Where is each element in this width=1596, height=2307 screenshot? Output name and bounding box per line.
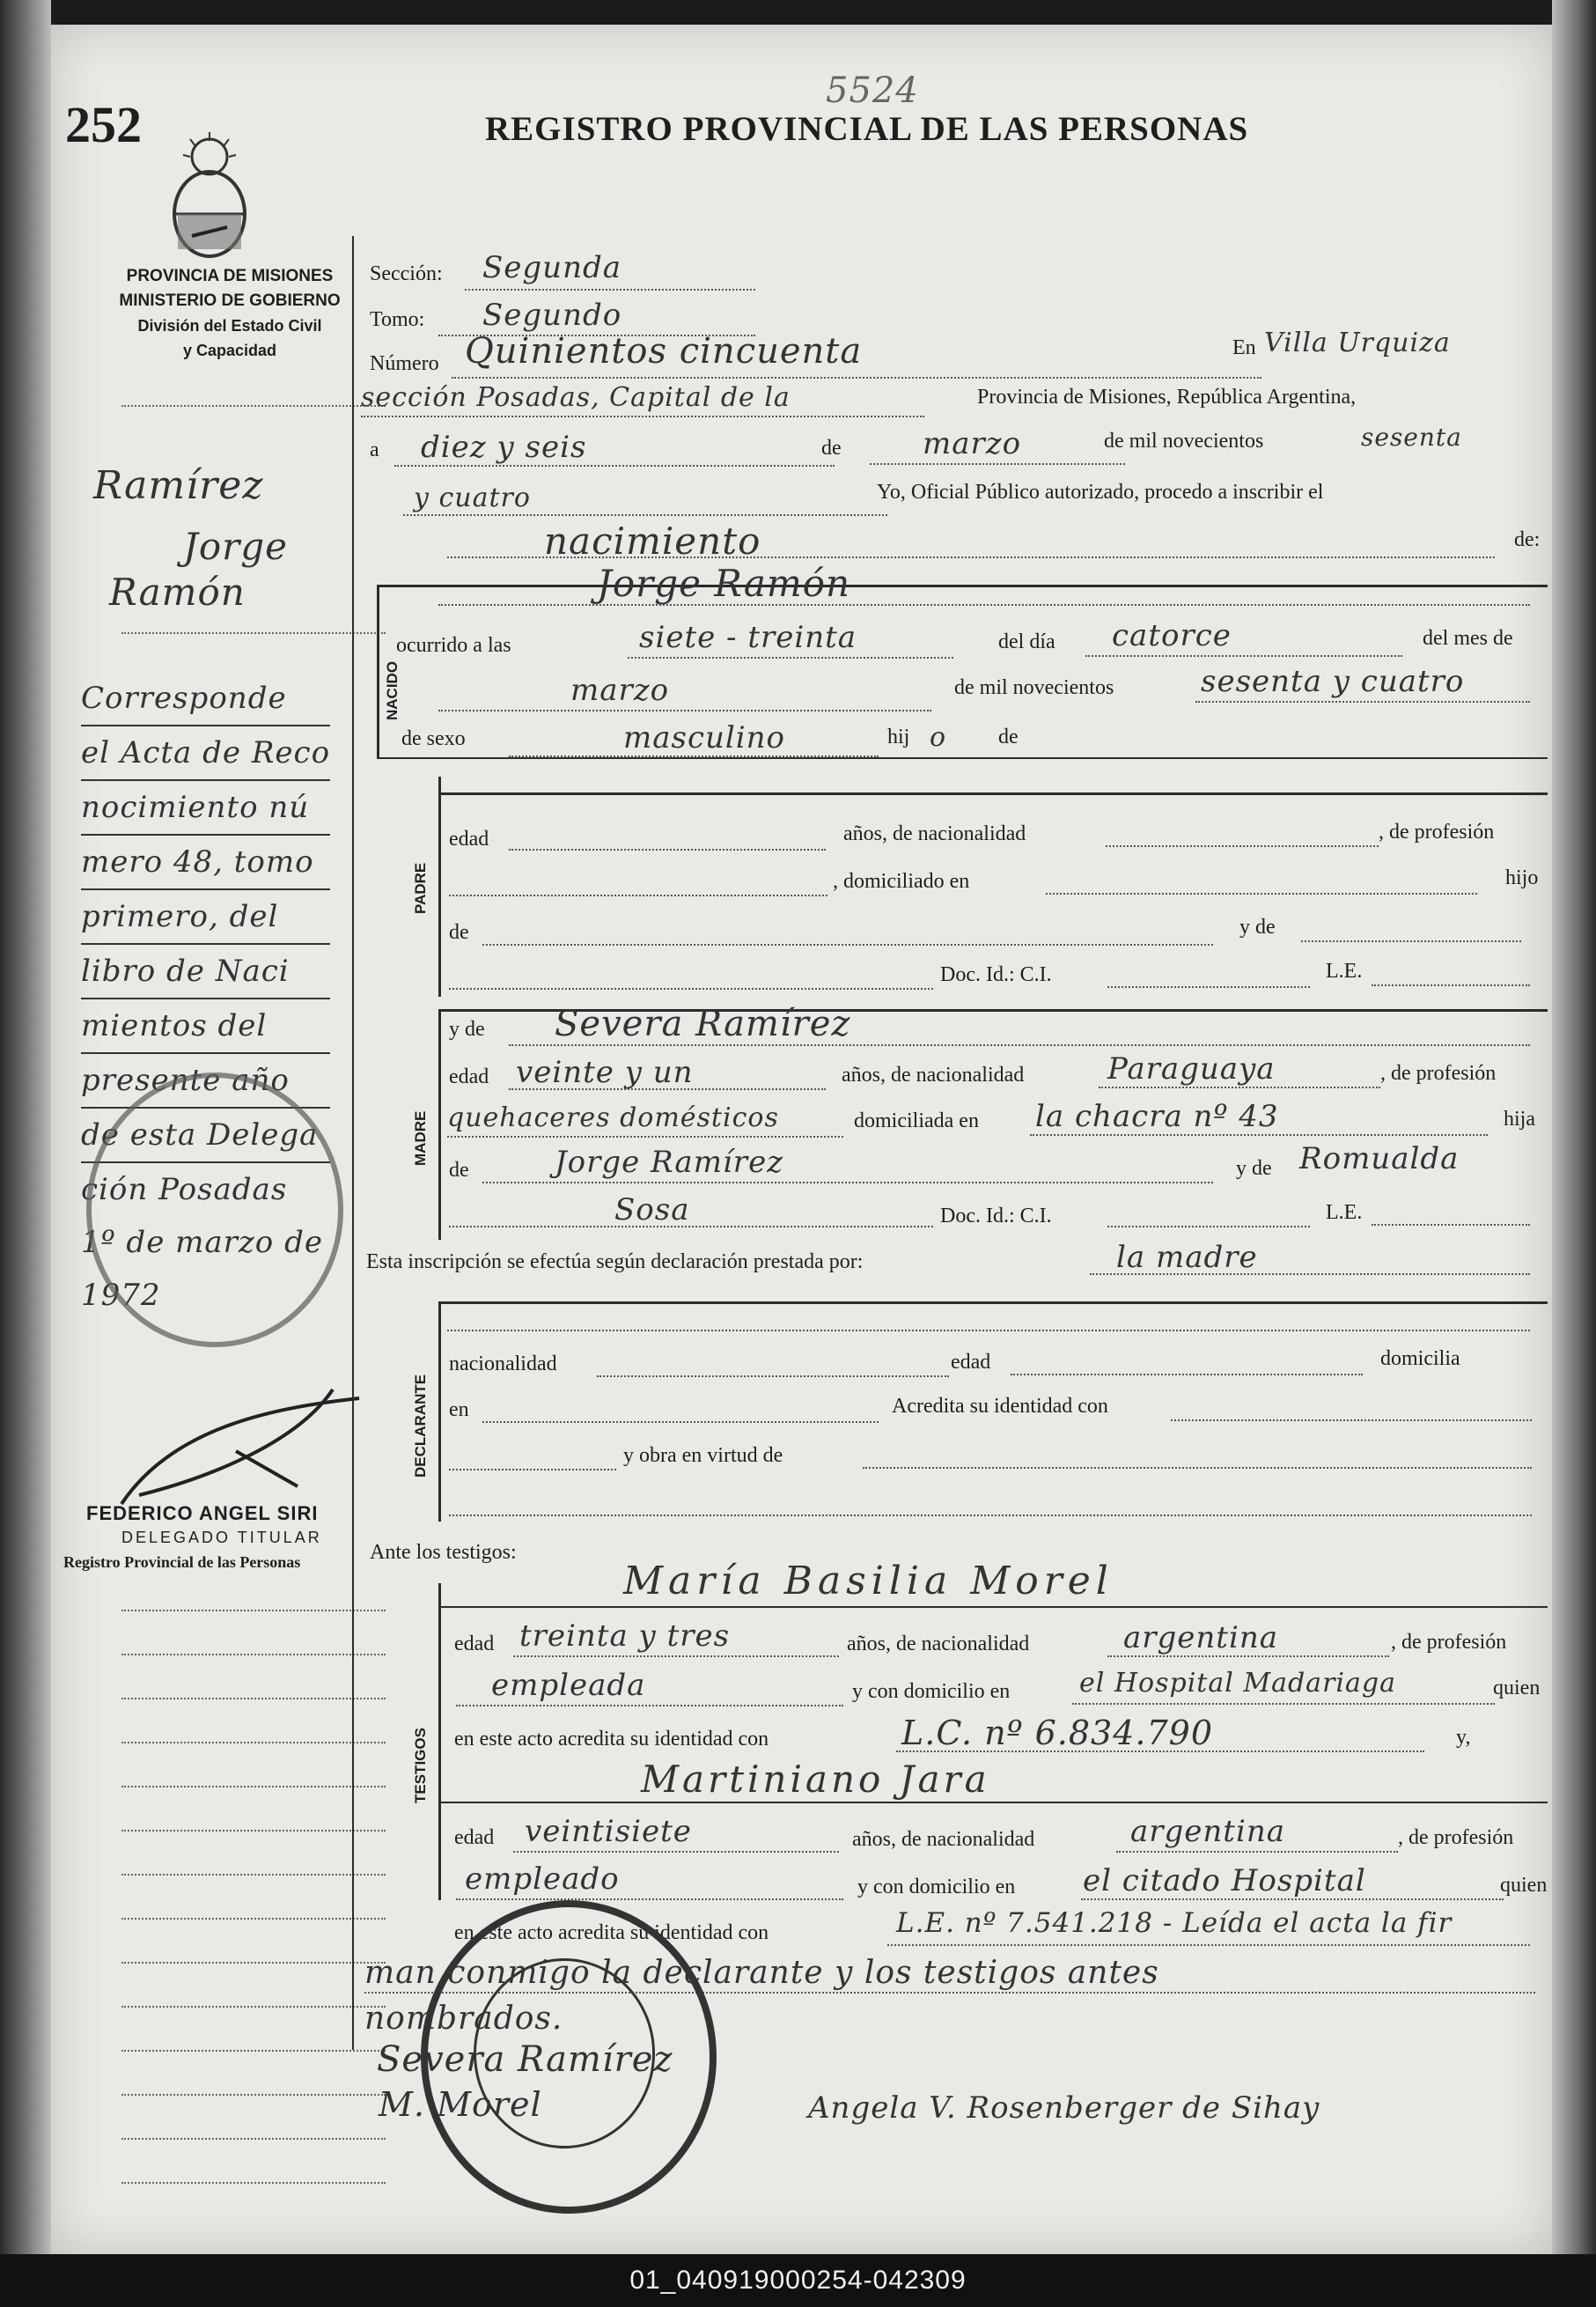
seccion-value: Segunda — [482, 250, 622, 285]
dotted-line — [597, 1375, 949, 1377]
numero-value: Quinientos cincuenta — [465, 331, 863, 372]
padre-domiciliado-label: , domiciliado en — [833, 870, 970, 893]
padre-le-label: L.E. — [1326, 960, 1363, 983]
madre-hija-label: hija — [1504, 1108, 1535, 1131]
signature-testigo: M. Morel — [379, 2085, 542, 2124]
margin-note-line: mero 48, tomo — [81, 836, 330, 890]
padre-profesion-label: , de profesión — [1379, 821, 1495, 844]
t1-acredita-label: en este acto acredita su identidad con — [454, 1728, 769, 1751]
dotted-line — [482, 1182, 1213, 1183]
dotted-line — [1099, 1087, 1380, 1088]
dotted-line — [456, 1898, 843, 1900]
dotted-line — [1107, 1655, 1389, 1657]
margin-dots — [121, 2006, 386, 2008]
madre-madre-value2: Sosa — [614, 1192, 690, 1227]
nacido-section-label: NACIDO — [384, 660, 401, 720]
dotted-line — [449, 1469, 616, 1470]
declarante-en-label: en — [449, 1398, 469, 1421]
declarante-nacionalidad-label: nacionalidad — [449, 1353, 557, 1375]
dotted-line — [1081, 1898, 1504, 1900]
round-stamp-left — [86, 1072, 343, 1347]
office-line1: PROVINCIA DE MISIONES — [126, 267, 334, 285]
dotted-line — [449, 988, 933, 990]
day-value: diez y seis — [421, 430, 587, 465]
dotted-line — [513, 1851, 839, 1853]
signatory-title: DELEGADO TITULAR — [121, 1529, 322, 1546]
margin-note-line: 1972 — [81, 1278, 161, 1313]
hijo-value: o — [930, 722, 947, 753]
dotted-line — [1090, 1273, 1530, 1275]
t2-quien-label: quien — [1500, 1874, 1548, 1897]
madre-de-label: de — [449, 1159, 469, 1182]
dotted-line — [509, 849, 826, 851]
dotted-line — [1030, 1134, 1488, 1136]
dotted-line — [482, 1421, 879, 1423]
dotted-line — [438, 710, 931, 711]
madre-anos-label: años, de nacionalidad — [842, 1064, 1025, 1087]
section-bracket — [438, 1301, 441, 1522]
declarante-domicilia-label: domicilia — [1380, 1347, 1460, 1370]
sexo-value: masculino — [623, 720, 786, 755]
testigo2-name: Martiniano Jara — [641, 1758, 990, 1801]
binding-edge-left — [0, 0, 51, 2254]
month-value: marzo — [923, 426, 1022, 461]
margin-note-line: nocimiento nú — [81, 781, 330, 836]
section-rule — [438, 1606, 1548, 1608]
location-value: sección Posadas, Capital de la — [361, 382, 791, 413]
margin-dots — [121, 632, 386, 634]
hijo-label: hij — [887, 726, 910, 748]
dotted-line — [482, 944, 1213, 946]
dotted-line — [1116, 1851, 1398, 1853]
ante-testigos-label: Ante los testigos: — [370, 1541, 517, 1564]
padre-edad-label: edad — [449, 828, 489, 851]
t1-dom-value: el Hospital Madariaga — [1079, 1668, 1396, 1699]
year-text: de mil novecientos — [1104, 430, 1264, 453]
dotted-line — [628, 657, 953, 659]
dotted-line — [1085, 655, 1402, 657]
margin-note-line: el Acta de Reco — [81, 726, 330, 781]
dotted-line — [1301, 940, 1521, 942]
top-note: 5524 — [826, 70, 919, 111]
nacido-name-value: Jorge Ramón — [597, 562, 851, 605]
de-colon: de: — [1514, 528, 1541, 551]
office-block — [76, 264, 384, 363]
dotted-line — [361, 416, 924, 417]
t2-edad-label: edad — [454, 1826, 495, 1849]
margin-dots — [121, 2138, 386, 2140]
t1-prof-value: empleada — [491, 1668, 646, 1703]
t2-edad-value: veintisiete — [525, 1814, 692, 1849]
t2-prof-value: empleado — [465, 1861, 620, 1897]
padre-de-label: de — [449, 921, 469, 944]
dotted-line — [1372, 1224, 1530, 1226]
madre-le-label: L.E. — [1326, 1201, 1363, 1224]
section-rule — [438, 1301, 1548, 1304]
t1-quien-label: quien — [1493, 1677, 1541, 1699]
dotted-line — [1106, 845, 1379, 847]
t2-doc-value: L.E. nº 7.541.218 - Leída el acta la fir — [896, 1907, 1453, 1939]
margin-surname: Ramírez — [93, 463, 264, 508]
office-line4: y Capacidad — [182, 342, 277, 359]
margin-name1: Jorge — [183, 525, 288, 568]
del-mes-label: del mes de — [1423, 627, 1513, 650]
dotted-line — [870, 463, 1125, 465]
madre-madre-value: Romualda — [1299, 1141, 1460, 1176]
margin-dots — [121, 405, 386, 407]
image-filename: 01_040919000254-042309 — [0, 2254, 1596, 2307]
margin-dots — [121, 2050, 386, 2052]
section-rule — [377, 585, 1548, 587]
margin-note-line: primero, del — [81, 890, 330, 945]
dotted-line — [509, 1044, 1530, 1046]
declarante-obra-label: y obra en virtud de — [623, 1444, 783, 1467]
section-bracket — [438, 1583, 441, 1900]
act-value: nacimiento — [544, 520, 761, 563]
dotted-line — [513, 1655, 839, 1657]
madre-section-label: MADRE — [412, 1110, 429, 1166]
dotted-line — [447, 1330, 1530, 1331]
madre-profesion-value: quehaceres domésticos — [447, 1102, 779, 1133]
margin-note-line: 1º de marzo de — [81, 1225, 323, 1260]
margin-dots — [121, 1786, 386, 1787]
declarante-acredita-label: Acredita su identidad con — [892, 1395, 1108, 1418]
margin-dots — [121, 2182, 386, 2184]
coat-of-arms-icon — [165, 130, 254, 262]
t1-y-label: y, — [1456, 1726, 1471, 1749]
margin-note-line: de esta Delega — [81, 1109, 330, 1163]
nacido-month-value: marzo — [570, 673, 670, 708]
margin-name2: Ramón — [109, 571, 246, 614]
page-title: REGISTRO PROVINCIAL DE LAS PERSONAS — [485, 110, 1249, 148]
t1-anos-label: años, de nacionalidad — [847, 1633, 1030, 1655]
dotted-line — [447, 1136, 843, 1138]
section-bracket — [438, 777, 441, 997]
de-label: de — [821, 437, 842, 460]
dotted-line — [896, 1751, 1424, 1752]
declarante-edad-label: edad — [951, 1351, 991, 1374]
padre-y-de-label: y de — [1239, 916, 1276, 939]
inscripcion-value: la madre — [1116, 1240, 1258, 1275]
t1-doc-value: L.C. nº 6.834.790 — [901, 1714, 1214, 1752]
en-value: Villa Urquiza — [1264, 328, 1451, 358]
closing-line1: man conmigo la declarante y los testigos antes — [364, 1955, 1159, 1991]
signatory-name: FEDERICO ANGEL SIRI — [86, 1502, 319, 1524]
office-line3: División del Estado Civil — [137, 317, 322, 335]
corner-number: 252 — [65, 96, 142, 153]
madre-nacionalidad-value: Paraguaya — [1107, 1051, 1276, 1087]
oficial-text: Yo, Oficial Público autorizado, procedo a inscribir el — [877, 481, 1324, 504]
margin-note-line: mientos del — [81, 999, 330, 1054]
t1-dom-label: y con domicilio en — [852, 1680, 1011, 1703]
province-text: Provincia de Misiones, República Argentina, — [977, 386, 1357, 409]
dotted-line — [1195, 701, 1530, 703]
margin-dots — [121, 1962, 386, 1964]
ocurrido-label: ocurrido a las — [396, 634, 511, 657]
binding-edge-right — [1552, 0, 1596, 2254]
document-page — [51, 25, 1552, 2254]
t2-dom-value: el citado Hospital — [1083, 1863, 1366, 1898]
madre-name-value: Severa Ramírez — [555, 1004, 851, 1044]
madre-edad-value: veinte y un — [516, 1055, 694, 1090]
margin-dots — [121, 1698, 386, 1699]
signature-declarante: Severa Ramírez — [377, 2039, 673, 2080]
margin-note-line: presente año — [81, 1054, 330, 1109]
t2-anos-label: años, de nacionalidad — [852, 1828, 1035, 1851]
tomo-value: Segundo — [482, 298, 622, 333]
madre-profesion-label: , de profesión — [1380, 1062, 1497, 1085]
dotted-line — [438, 604, 1530, 606]
margin-dots — [121, 1874, 386, 1876]
del-dia-label: del día — [998, 630, 1055, 653]
madre-doc-label: Doc. Id.: C.I. — [940, 1205, 1052, 1227]
year-value: sesenta — [1361, 423, 1462, 452]
inscripcion-text: Esta inscripción se efectúa según declaración prestada por: — [366, 1250, 864, 1273]
margin-note-line: libro de Naci — [81, 945, 330, 999]
closing-line2: nombrados. — [364, 2001, 563, 2037]
nacido-year-value: sesenta y cuatro — [1201, 664, 1465, 699]
t2-dom-label: y con domicilio en — [857, 1876, 1016, 1898]
margin-dots — [121, 1610, 386, 1611]
section-rule — [438, 792, 1548, 795]
dotted-line — [1171, 1419, 1532, 1421]
dotted-line — [449, 1515, 1532, 1516]
dotted-line — [449, 895, 827, 896]
testigo1-name: María Basilia Morel — [623, 1559, 1114, 1603]
margin-dots — [121, 2094, 386, 2096]
madre-y-de2-label: y de — [1236, 1157, 1272, 1180]
margin-note-line: Corresponde — [81, 672, 330, 726]
sexo-label: de sexo — [401, 727, 466, 750]
nacido-day-value: catorce — [1112, 618, 1232, 653]
madre-edad-label: edad — [449, 1065, 489, 1088]
year-value2: y cuatro — [414, 483, 531, 513]
en-label: En — [1232, 336, 1256, 359]
t2-prof-label: , de profesión — [1398, 1826, 1514, 1849]
madre-y-de-label: y de — [449, 1018, 485, 1041]
dotted-line — [1011, 1374, 1363, 1375]
signatory-office: Registro Provincial de las Personas — [63, 1553, 301, 1571]
margin-dots — [121, 1830, 386, 1832]
seccion-label: Sección: — [370, 262, 443, 285]
a-label: a — [370, 439, 379, 461]
dotted-line — [456, 1705, 843, 1706]
dotted-line — [1107, 1226, 1310, 1227]
dotted-line — [447, 556, 1495, 558]
t2-nac-value: argentina — [1130, 1814, 1286, 1849]
signature-scribble — [104, 1372, 368, 1522]
madre-domicilio-value: la chacra nº 43 — [1035, 1099, 1279, 1134]
dotted-line — [452, 377, 1261, 379]
margin-separator — [352, 236, 354, 2050]
dotted-line — [394, 465, 835, 467]
dotted-line — [887, 1944, 1530, 1946]
margin-dots — [121, 1918, 386, 1920]
dotted-line — [1046, 893, 1477, 895]
padre-hijo-label: hijo — [1505, 866, 1539, 889]
section-bracket — [377, 585, 379, 757]
dotted-line — [1107, 986, 1310, 988]
numero-label: Número — [370, 352, 439, 375]
t1-nac-value: argentina — [1123, 1620, 1279, 1655]
declarante-section-label: DECLARANTE — [412, 1374, 429, 1478]
padre-section-label: PADRE — [412, 862, 429, 914]
time-value: siete - treinta — [639, 620, 857, 655]
section-rule — [377, 757, 1548, 759]
padre-doc-label: Doc. Id.: C.I. — [940, 963, 1052, 986]
dotted-line — [449, 1226, 933, 1227]
dotted-line — [465, 289, 755, 291]
madre-padre-value: Jorge Ramírez — [555, 1145, 784, 1180]
padre-anos-label: años, de nacionalidad — [843, 822, 1026, 845]
margin-note-line: ción Posadas — [81, 1172, 288, 1207]
signature-oficial: Angela V. Rosenberger de Sihay — [808, 2090, 1320, 2126]
dotted-line — [863, 1467, 1532, 1469]
dotted-line — [509, 1088, 826, 1090]
office-line2: MINISTERIO DE GOBIERNO — [119, 291, 341, 310]
madre-domiciliada-label: domiciliada en — [854, 1109, 979, 1132]
tomo-label: Tomo: — [370, 308, 425, 331]
dotted-line — [1072, 1703, 1495, 1705]
testigos-section-label: TESTIGOS — [412, 1728, 429, 1803]
section-bracket — [438, 1009, 441, 1240]
margin-dots — [121, 1654, 386, 1655]
t1-edad-label: edad — [454, 1633, 495, 1655]
nacido-de-label: de — [998, 726, 1019, 748]
t2-acredita-label: en este acto acredita su identidad con — [454, 1921, 769, 1944]
t1-prof-label: , de profesión — [1391, 1631, 1507, 1654]
section-rule — [438, 1802, 1548, 1803]
margin-dots — [121, 1742, 386, 1743]
nacido-year-text: de mil novecientos — [954, 676, 1114, 699]
dotted-line — [1372, 984, 1530, 986]
dotted-line — [403, 514, 887, 516]
t1-edad-value: treinta y tres — [519, 1618, 731, 1654]
